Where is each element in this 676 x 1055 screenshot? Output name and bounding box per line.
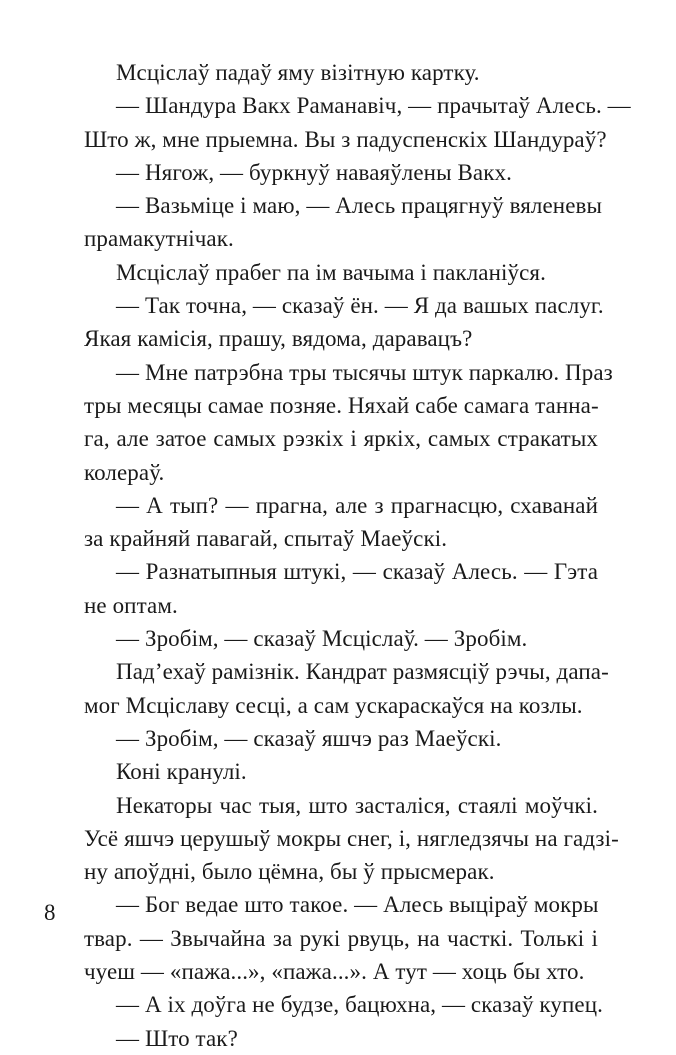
text-line: чуеш — «пажа...», «пажа...». А тут — хоць бы хто. xyxy=(84,959,585,985)
text-line: не оптам. xyxy=(84,592,178,618)
text-line: — Так точна, — сказаў ён. — Я да вашых паслуг. xyxy=(116,293,604,319)
text-line: твар. — Звычайна за рукі рвуць, на часткі. Толькі і xyxy=(84,925,598,951)
text-line: мог Мсціславу сесці, а сам ускараскаўся на козлы. xyxy=(84,692,583,718)
text-line: Некаторы час тыя, што засталіся, стаялі моўчкі. xyxy=(116,792,598,818)
text-line: прамакутнічак. xyxy=(84,226,234,252)
text-line: за крайняй павагай, спытаў Маеўскі. xyxy=(84,526,448,552)
text-line: Мсціслаў падаў яму візітную картку. xyxy=(116,60,480,85)
text-line: колераў. xyxy=(84,459,165,485)
text-line: — А іх доўга не будзе, бацюхна, — сказаў купец. xyxy=(116,992,603,1018)
text-line: Усё яшчэ церушыў мокры снег, і, нягледзячы на гадзі- xyxy=(84,825,619,851)
text-line: Мсціслаў прабег па ім вачыма і пакланіўся. xyxy=(116,259,546,285)
text-line: — Зробім, — сказаў Мсціслаў. — Зробім. xyxy=(116,626,528,652)
text-line: Коні кранулі. xyxy=(116,759,247,785)
text-line: га, але затое самых рэзкіх і яркіх, самых стракатых xyxy=(84,426,598,452)
page-number: 8 xyxy=(44,900,56,925)
text-line: — Бог ведае што такое. — Алесь выціраў мокры xyxy=(116,892,599,918)
text-line: ну апоўдні, было цёмна, бы ў прысмерак. xyxy=(84,859,495,885)
text-line: — Мне патрэбна тры тысячы штук паркалю. Праз xyxy=(116,359,613,385)
text-line: — Вазьміце і маю, — Алесь працягнуў вяленевы xyxy=(116,193,603,219)
text-line: — Шандура Вакх Раманавіч, — прачытаў Алесь. — xyxy=(116,93,631,119)
text-line: тры месяцы самае позняе. Няхай сабе самага танна- xyxy=(84,392,599,418)
text-line: — Што так? xyxy=(116,1025,238,1051)
text-line: Пад’ехаў рамізнік. Кандрат размясціў рэчы, дапа- xyxy=(116,659,609,685)
text-line: — Нягож, — буркнуў наваяўлены Вакх. xyxy=(116,159,512,185)
body-text xyxy=(84,56,631,1055)
text-line: Якая камісія, прашу, вядома, даравацъ? xyxy=(84,326,473,352)
text-line: — А тып? — прагна, але з прагнасцю, схаванай xyxy=(116,492,598,518)
text-line: — Зробім, — сказаў яшчэ раз Маеўскі. xyxy=(116,725,502,751)
text-line: Што ж, мне прыемна. Вы з падуспенскіх Шандураў? xyxy=(84,126,607,152)
text-line: — Разнатыпныя штукі, — сказаў Алесь. — Гэта xyxy=(116,559,598,585)
